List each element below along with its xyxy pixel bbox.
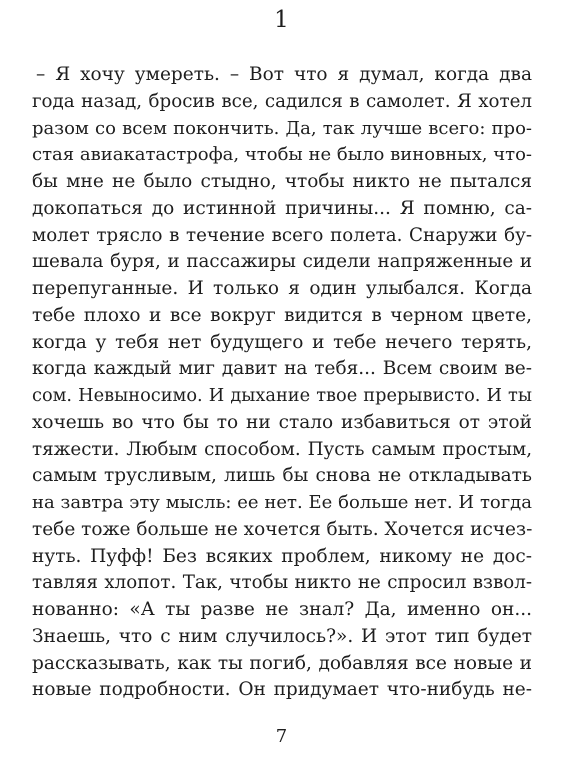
text-line: Знаешь, что с ним случилось?». И этот тип будет <box>32 625 532 647</box>
text-line: новые подробности. Он придумает что-нибудь не- <box>32 679 532 701</box>
text-line: нованно: «А ты разве не знал? Да, именно он... <box>32 599 532 620</box>
text-line: когда каждый миг давит на тебя... Всем своим ве- <box>32 358 532 380</box>
text-line: рассказывать, как ты погиб, добавляя все новые и <box>32 652 532 674</box>
text-line: на завтра эту мысль: ее нет. Ее больше нет. И тогда <box>32 492 532 513</box>
text-line: тавляя хлопот. Так, чтобы никто не спросил взвол- <box>32 572 532 594</box>
text-line: тебе тоже больше не хочется быть. Хочется исчез- <box>32 518 532 540</box>
page-number: 7 <box>275 726 288 747</box>
chapter-number: 1 <box>274 7 289 33</box>
text-line: года назад, бросив все, садился в самолет. Я хотел <box>32 90 532 112</box>
text-line: нуть. Пуфф! Без всяких проблем, никому не дос- <box>32 545 532 567</box>
text-line: молет трясло в течение всего полета. Снаружи бу- <box>32 224 532 246</box>
text-line: разом со всем покончить. Да, так лучше всего: про- <box>32 117 532 139</box>
text-line: когда у тебя нет будущего и тебе нечего терять, <box>32 331 532 353</box>
body-text <box>32 62 532 704</box>
text-line: перепуганные. И только я один улыбался. Когда <box>32 278 532 299</box>
text-line: тяжести. Любым способом. Пусть самым простым, <box>32 438 532 460</box>
text-line: – Я хочу умереть. – Вот что я думал, когда два <box>36 64 532 85</box>
text-line: докопаться до истинной причины... Я помню, са- <box>32 197 532 219</box>
text-line: самым трусливым, лишь бы снова не откладывать <box>32 465 532 487</box>
text-line: тебе плохо и все вокруг видится в черном цвете, <box>32 304 532 326</box>
text-line: бы мне не было стыдно, чтобы никто не пытался <box>32 171 532 192</box>
text-line: шевала буря, и пассажиры сидели напряженные и <box>32 251 532 273</box>
text-line: хочешь во что бы то ни стало избавиться от этой <box>32 411 532 433</box>
text-line: сом. Невыносимо. И дыхание твое прерывисто. И ты <box>32 386 532 406</box>
text-line: стая авиакатастрофа, чтобы не было виновных, что- <box>32 144 532 166</box>
